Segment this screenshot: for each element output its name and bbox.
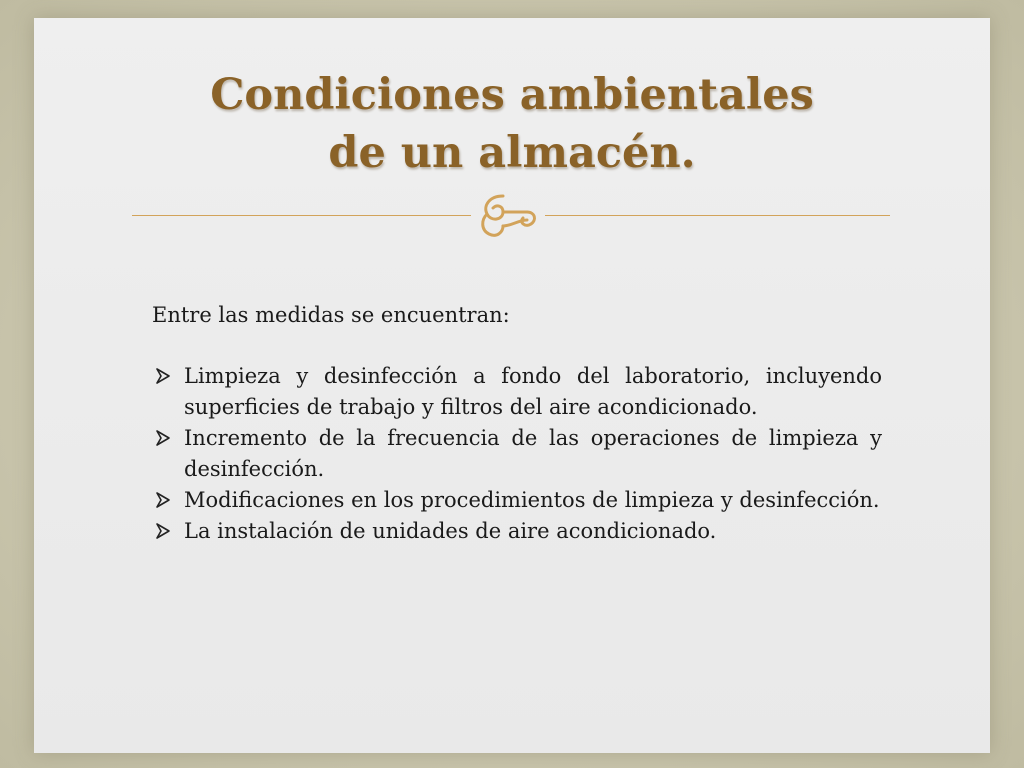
title-divider-left — [132, 215, 471, 216]
intro-text: Entre las medidas se encuentran: — [152, 303, 510, 327]
title-divider-right — [545, 215, 890, 216]
slide-title-line-1: Condiciones ambientales — [210, 70, 814, 120]
bullet-text: Limpieza y desinfección a fondo del laboratorio, incluyendo superficies de trabajo y filtros del aire acondicionado. — [184, 364, 882, 419]
arrow-bullet-icon — [154, 429, 172, 447]
arrow-bullet-icon — [154, 522, 172, 540]
slide-title-line-2: de un almacén. — [328, 128, 696, 178]
list-item — [152, 423, 882, 485]
arrow-bullet-icon — [154, 491, 172, 509]
arrow-bullet-icon — [154, 367, 172, 385]
bullet-text: Modificaciones en los procedimientos de limpieza y desinfección. — [184, 488, 880, 512]
bullet-text: La instalación de unidades de aire acondicionado. — [184, 519, 717, 543]
slide-body — [152, 300, 882, 547]
list-item — [152, 485, 882, 516]
list-item — [152, 516, 882, 547]
slide-title — [0, 66, 1024, 182]
list-item — [152, 361, 882, 423]
bullet-list — [152, 361, 882, 547]
bullet-text: Incremento de la frecuencia de las operaciones de limpieza y desinfección. — [184, 426, 882, 481]
scroll-ornament-icon — [473, 190, 543, 240]
